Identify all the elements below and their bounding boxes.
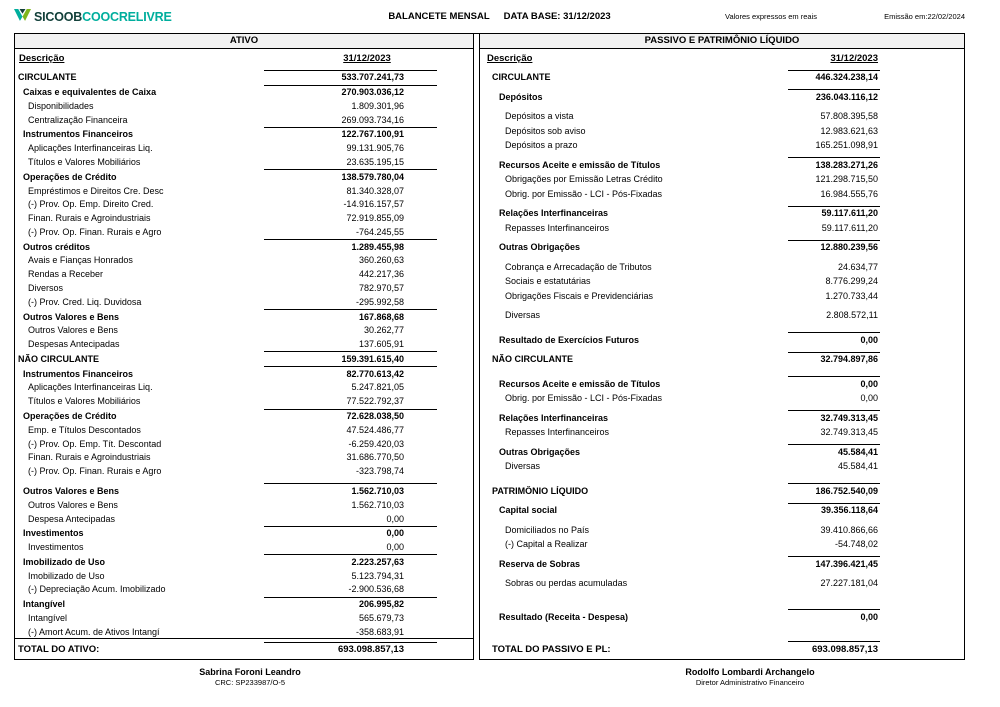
row-value: 27.227.181,04 [820, 578, 878, 588]
table-row [480, 238, 964, 253]
table-row [15, 294, 473, 308]
row-label: Recursos Aceite e emissão de Títulos [499, 159, 661, 170]
row-value: 138.283.271,26 [788, 157, 880, 170]
row-label: Outros Valores e Bens [23, 311, 120, 322]
table-row [15, 379, 473, 393]
table-row [480, 272, 964, 287]
row-label: Outras Obrigações [499, 446, 581, 457]
signature-director [500, 667, 1000, 687]
table-row [15, 567, 473, 581]
row-label: Domiciliados no País [505, 524, 590, 535]
row-value: 0,00 [788, 332, 880, 345]
row-label: Depósitos sob aviso [505, 125, 586, 136]
row-label: Disponibilidades [28, 100, 94, 111]
table-row [15, 422, 473, 436]
row-label: Empréstimos e Direitos Cre. Desc [28, 185, 164, 196]
table-row [480, 501, 964, 516]
table-row [15, 364, 473, 379]
table-row [480, 350, 964, 365]
table-row [480, 521, 964, 536]
document-header [0, 0, 1000, 33]
row-label: Sobras ou perdas acumuladas [505, 578, 628, 588]
row-label: Obrigações Fiscais e Previdenciárias [505, 290, 654, 301]
row-label: (-) Prov. Op. Finan. Rurais e Agro [28, 466, 162, 477]
table-row [15, 210, 473, 224]
row-label: Repasses Interfinanceiros [505, 427, 610, 437]
table-row [15, 482, 473, 497]
total-passivo-row [480, 641, 964, 655]
ativo-section-title: ATIVO [15, 34, 473, 49]
row-label: Operações de Crédito [23, 171, 117, 182]
row-value: 147.396.421,45 [788, 556, 880, 569]
row-value: 446.324.238,14 [788, 70, 880, 83]
table-row [15, 610, 473, 624]
table-row [15, 140, 473, 154]
row-value: -54.748,02 [834, 539, 878, 549]
row-value: 39.356.118,64 [788, 503, 880, 516]
row-value: 32.794.897,86 [788, 352, 880, 365]
table-row [480, 409, 964, 424]
table-row [15, 280, 473, 294]
row-label: Diversas [505, 461, 541, 471]
document-title: BALANCETE MENSAL [388, 11, 490, 22]
table-row [15, 435, 473, 449]
row-label: Depósitos a vista [505, 111, 574, 121]
row-value: 269.093.734,16 [341, 114, 404, 125]
row-label: Aplicações Interfinanceiras Liq. [28, 143, 153, 154]
table-row [15, 68, 473, 83]
row-label: Avais e Fianças Honrados [28, 255, 133, 266]
table-row [15, 393, 473, 407]
row-label: (-) Amort Acum. de Ativos Intangí [28, 626, 160, 637]
row-label: Relações Interfinanceiras [499, 412, 609, 423]
table-row [480, 457, 964, 472]
row-value: 82.770.613,42 [264, 366, 437, 379]
passivo-column-headers [480, 49, 964, 67]
row-label: Operações de Crédito [23, 411, 117, 422]
row-label: Instrumentos Financeiros [23, 129, 134, 140]
row-label: (-) Prov. Cred. Liq. Duvidosa [28, 296, 142, 307]
table-row [15, 496, 473, 510]
row-value: 270.903.036,12 [264, 85, 437, 98]
row-value: 5.247.821,05 [351, 382, 404, 393]
row-value: 1.562.710,03 [264, 483, 437, 496]
table-row [15, 167, 473, 182]
row-value: -2.900.536,68 [348, 584, 404, 595]
row-value: 565.679,73 [358, 612, 404, 623]
row-label: PATRIMÔNIO LÍQUIDO [492, 485, 589, 496]
total-ativo-label: TOTAL DO ATIVO: [18, 644, 100, 655]
logo-suffix-text: COOCRELIVRE [82, 9, 172, 24]
row-label: Capital social [499, 505, 558, 515]
row-label: Recursos Aceite e emissão de Títulos [499, 378, 661, 389]
row-value: 0,00 [386, 542, 404, 553]
table-row [480, 535, 964, 550]
row-label: (-) Prov. Op. Finan. Rurais e Agro [28, 226, 162, 237]
table-row [15, 581, 473, 595]
row-value: 442.217,36 [358, 269, 404, 280]
row-value: 72.628.038,50 [264, 409, 437, 422]
row-value: 5.123.794,31 [351, 570, 404, 581]
row-value: 99.131.905,76 [346, 143, 404, 154]
sicoob-logo-icon [14, 8, 31, 26]
table-row [15, 237, 473, 252]
row-value: 0,00 [860, 393, 878, 403]
document-title-block [274, 11, 725, 22]
row-label: Outros Valores e Bens [28, 325, 118, 336]
table-row [15, 154, 473, 168]
currency-note: Valores expressos em reais [725, 12, 817, 21]
signatory-name: Rodolfo Lombardi Archangelo [685, 667, 815, 677]
row-value: 59.117.611,20 [788, 206, 880, 219]
row-value: 31.686.770,50 [346, 452, 404, 463]
row-value: 236.043.116,12 [788, 89, 880, 102]
table-row [480, 122, 964, 137]
table-row [15, 224, 473, 238]
row-label: Finan. Rurais e Agroindustriais [28, 213, 151, 224]
row-value: 8.776.299,24 [825, 276, 878, 286]
table-row [480, 555, 964, 570]
row-label: NÃO CIRCULANTE [18, 353, 99, 364]
row-value: 59.117.611,20 [821, 222, 878, 233]
row-label: Reserva de Sobras [499, 558, 581, 569]
table-row [15, 524, 473, 539]
row-label: Despesa Antecipadas [28, 513, 116, 524]
balance-columns [14, 33, 965, 660]
table-row [15, 407, 473, 422]
row-value: 1.270.733,44 [825, 290, 878, 301]
row-value: 167.868,68 [264, 309, 437, 322]
row-value: 47.524.486,77 [346, 424, 404, 435]
row-label: CIRCULANTE [492, 72, 551, 82]
row-value: 57.808.395,58 [820, 111, 878, 121]
row-value: 165.251.098,91 [815, 140, 878, 150]
table-row [15, 510, 473, 524]
document-footer [0, 660, 1000, 707]
row-label: (-) Depreciação Acum. Imobilizado [28, 584, 166, 595]
row-label: CIRCULANTE [18, 72, 77, 83]
passivo-desc-header: Descrição [487, 53, 533, 64]
row-value: 159.391.615,40 [264, 351, 437, 364]
row-label: Repasses Interfinanceiros [505, 222, 610, 233]
table-row [15, 196, 473, 210]
row-label: (-) Prov. Op. Emp. Tít. Descontad [28, 438, 162, 449]
row-label: NÃO CIRCULANTE [492, 354, 573, 364]
row-value: 533.707.241,73 [264, 70, 437, 83]
row-value: 24.634,77 [837, 261, 878, 272]
signatory-title: Diretor Administrativo Financeiro [695, 678, 805, 687]
row-value: 1.289.455,98 [264, 239, 437, 252]
row-value: 81.340.328,07 [346, 185, 404, 196]
row-value: 0,00 [386, 513, 404, 524]
row-label: Rendas a Receber [28, 269, 104, 280]
row-label: Relações Interfinanceiras [499, 208, 609, 218]
row-label: Intangível [23, 599, 66, 610]
row-label: Títulos e Valores Mobiliários [28, 396, 141, 407]
ativo-table [14, 34, 474, 660]
table-row [15, 623, 473, 637]
row-label: Caixas e equivalentes de Caixa [23, 87, 157, 98]
row-value: 206.995,82 [264, 597, 437, 610]
row-label: Outras Obrigações [499, 242, 581, 252]
row-value: 360.260,63 [358, 255, 404, 266]
row-value: 1.809.301,96 [351, 100, 404, 111]
logo-wordmark [34, 10, 172, 24]
table-row [480, 68, 964, 83]
sicoob-logo [14, 8, 274, 26]
table-row [15, 322, 473, 336]
row-value: 23.635.195,15 [346, 156, 404, 167]
row-value: 0,00 [788, 609, 880, 622]
table-row [480, 258, 964, 273]
row-label: Outros Valores e Bens [23, 485, 120, 496]
row-label: Obrig. por Emissão - LCI - Pós-Fixadas [505, 188, 663, 199]
row-value: 122.767.100,91 [264, 127, 437, 140]
row-label: Resultado de Exercícios Futuros [499, 334, 640, 345]
row-label: Imobilizado de Uso [28, 570, 105, 581]
row-value: 121.298.715,50 [815, 174, 878, 184]
row-label: Obrigações por Emissão Letras Crédito [505, 174, 663, 184]
row-value: -764.245,55 [355, 226, 404, 237]
row-value: 2.223.257,63 [264, 554, 437, 567]
row-value: 0,00 [264, 526, 437, 539]
table-row [480, 219, 964, 234]
table-row [15, 252, 473, 266]
row-label: Outros Valores e Bens [28, 499, 118, 510]
row-label: Centralização Financeira [28, 114, 128, 125]
row-value: 45.584,41 [788, 444, 880, 457]
total-passivo-label: TOTAL DO PASSIVO E PL: [492, 643, 611, 655]
row-value: 16.984.555,76 [820, 188, 878, 199]
row-label: Finan. Rurais e Agroindustriais [28, 452, 151, 463]
total-passivo-value: 693.098.857,13 [788, 641, 880, 655]
row-label: Imobilizado de Uso [23, 556, 106, 567]
table-row [480, 389, 964, 404]
table-row [15, 449, 473, 463]
row-label: Investimentos [28, 542, 84, 553]
table-row [15, 83, 473, 98]
row-value: -358.683,91 [355, 626, 404, 637]
row-label: Outros créditos [23, 241, 91, 252]
table-row [480, 331, 964, 346]
row-label: Diversos [28, 283, 64, 293]
emission-date: Emissão em:22/02/2024 [884, 12, 965, 21]
table-row [15, 111, 473, 125]
row-value: -6.259.420,03 [348, 438, 404, 449]
row-value: 782.970,57 [358, 283, 404, 293]
row-label: Resultado (Receita - Despesa) [499, 611, 629, 622]
table-row [480, 443, 964, 458]
table-row [480, 574, 964, 589]
row-value: 30.262,77 [363, 325, 404, 336]
row-value: 45.584,41 [837, 461, 878, 471]
data-base: DATA BASE: 31/12/2023 [503, 11, 611, 22]
row-label: Obrig. por Emissão - LCI - Pós-Fixadas [505, 393, 663, 403]
row-value: 39.410.866,66 [820, 524, 878, 535]
table-row [15, 350, 473, 365]
row-value: -14.916.157,57 [343, 199, 404, 210]
row-value: 32.749.313,45 [788, 410, 880, 423]
row-value: -295.992,58 [355, 296, 404, 307]
total-ativo-value: 693.098.857,13 [264, 642, 437, 656]
row-label: Emp. e Títulos Descontados [28, 424, 141, 435]
passivo-table [479, 34, 965, 660]
row-label: Títulos e Valores Mobiliários [28, 156, 141, 167]
row-label: Sociais e estatutárias [505, 276, 591, 286]
table-row [480, 482, 964, 497]
table-row [480, 88, 964, 103]
row-value: 1.562.710,03 [351, 499, 404, 510]
passivo-section-title: PASSIVO E PATRIMÔNIO LÍQUIDO [480, 34, 964, 49]
row-label: Diversas [505, 310, 541, 320]
passivo-date-header: 31/12/2023 [830, 53, 878, 64]
row-label: Cobrança e Arrecadação de Tributos [505, 261, 652, 272]
row-value: 186.752.540,09 [788, 483, 880, 496]
row-label: (-) Prov. Op. Emp. Direito Cred. [28, 199, 154, 210]
table-row [15, 266, 473, 280]
table-row [15, 125, 473, 140]
table-row [480, 136, 964, 151]
row-label: (-) Capital a Realizar [505, 539, 588, 549]
table-row [480, 608, 964, 623]
row-value: 12.880.239,56 [788, 240, 880, 253]
table-row [15, 182, 473, 196]
ativo-column-headers [15, 49, 473, 67]
total-ativo-row [15, 638, 473, 660]
row-label: Instrumentos Financeiros [23, 368, 134, 379]
row-label: Despesas Antecipadas [28, 339, 120, 350]
table-row [15, 595, 473, 610]
row-value: 77.522.792,37 [346, 396, 404, 407]
table-row [15, 336, 473, 350]
row-value: 137.605,91 [358, 339, 404, 350]
signatory-title: CRC: SP233987/O-5 [214, 678, 286, 687]
row-label: Investimentos [23, 528, 84, 539]
table-row [15, 539, 473, 553]
row-label: Aplicações Interfinanceiras Liq. [28, 382, 153, 393]
row-value: 138.579.780,04 [264, 169, 437, 182]
table-row [15, 307, 473, 322]
row-value: 2.808.572,11 [826, 310, 878, 320]
table-row [480, 170, 964, 185]
table-row [480, 107, 964, 122]
table-row [15, 553, 473, 568]
table-row [480, 156, 964, 171]
table-row [480, 287, 964, 302]
row-label: Depósitos a prazo [505, 140, 578, 150]
row-value: -323.798,74 [355, 466, 404, 477]
table-row [480, 423, 964, 438]
table-row [480, 375, 964, 390]
table-row [15, 463, 473, 477]
ativo-desc-header: Descrição [19, 53, 65, 64]
passivo-rows [480, 67, 964, 622]
table-row [480, 204, 964, 219]
row-label: Depósitos [499, 91, 543, 102]
row-value: 12.983.621,63 [820, 125, 878, 136]
table-row [480, 306, 964, 321]
table-row [15, 98, 473, 112]
ativo-rows [15, 67, 473, 638]
document-meta [725, 12, 965, 21]
ativo-date-header: 31/12/2023 [343, 53, 391, 64]
row-value: 32.749.313,45 [820, 427, 878, 437]
row-value: 72.919.855,09 [346, 213, 404, 224]
signatory-name: Sabrina Foroni Leandro [199, 667, 301, 677]
logo-brand-text: SICOOB [34, 9, 83, 24]
table-row [480, 185, 964, 200]
signature-accountant [0, 667, 500, 687]
row-value: 0,00 [788, 376, 880, 389]
row-label: Intangível [28, 612, 68, 623]
